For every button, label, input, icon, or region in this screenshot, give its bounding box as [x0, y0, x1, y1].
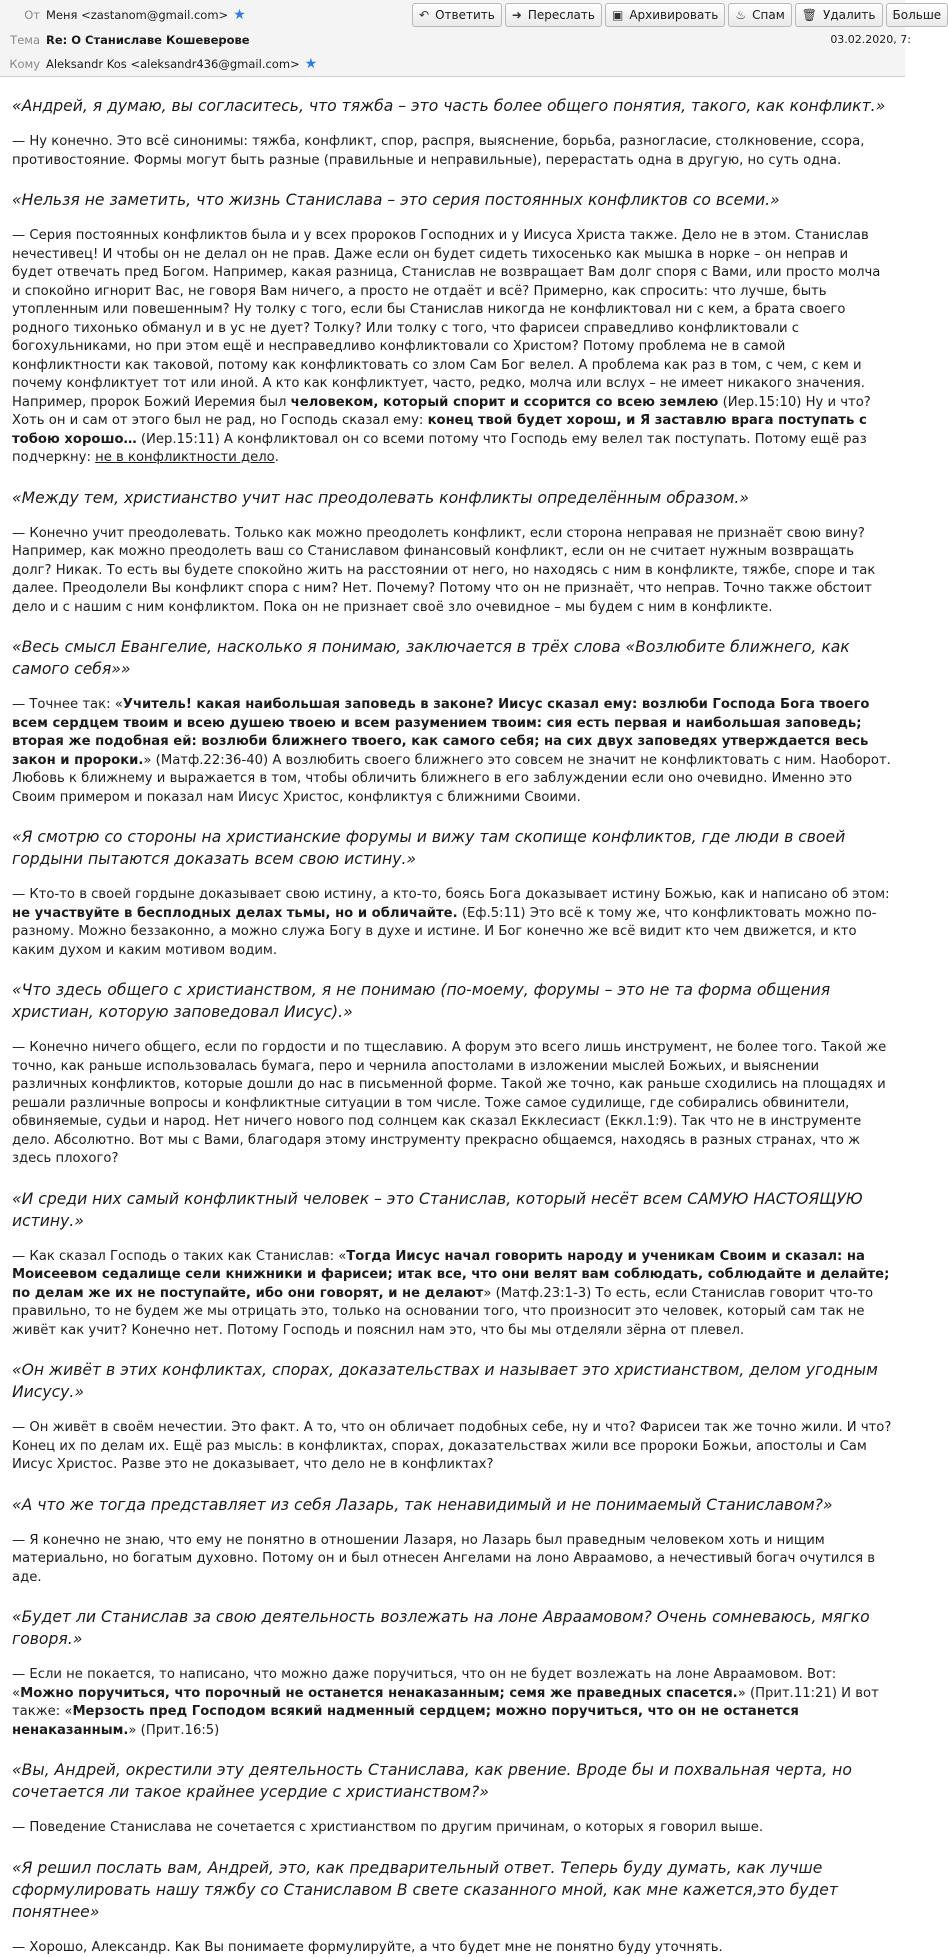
quoted-question: «Будет ли Станислав за свою деятельность возлежать на лоне Авраамовом? Очень сомневаюсь, мягко говоря.» [12, 1606, 893, 1650]
bold-quote-text: Тогда Иисус начал говорить народу и ученикам Своим и сказал: на Моисеевом седалище сели книжники и фарисеи; итак все, что они велят вам соблюдать, соблюдайте и делайте; по делам же их не поступайте, ибо они говорят, и не делают [12, 1249, 889, 1301]
answer-paragraph [12, 133, 893, 170]
bold-quote-text: Мерзость пред Господом всякий надменный сердцем; можно поручиться, что он не останется ненаказанным. [12, 1704, 799, 1738]
forward-icon: ➜ [512, 8, 522, 22]
answer-text: — Точнее так: « [12, 697, 123, 712]
answer-paragraph [12, 227, 893, 468]
spam-label: Спам [752, 8, 785, 22]
quoted-question: «А что же тогда представляет из себя Лазарь, так ненавидимый и не понимаемый Станиславом?» [12, 1494, 893, 1516]
underlined-text: не в конфликтности дело [95, 450, 275, 465]
reply-button[interactable] [412, 3, 502, 27]
bold-quote-text: не участвуйте в бесплодных делах тьмы, но и обличайте. [12, 906, 458, 921]
answer-text: » (Прит.16:5) [128, 1723, 219, 1738]
message-body [0, 77, 905, 1957]
subject-row [0, 28, 905, 52]
more-label: Больше [893, 8, 942, 22]
answer-text: — Кто-то в своей гордыне доказывает свою истину, а кто-то, боясь Бога доказывает истину Божью, как и написано об этом: [12, 887, 890, 902]
quoted-question: «Он живёт в этих конфликтах, спорах, доказательствах и называет это христианством, делом угодным Иисусу.» [12, 1359, 893, 1403]
answer-text: . [275, 450, 279, 465]
bold-quote-text: Можно поручиться, что порочный не останется ненаказанным; семя же праведных спасется. [20, 1686, 738, 1701]
answer-text: (Иер.15:11) А конфликтовал он со всеми потому что Господь ему велел так поступать. Потому ещё раз подчеркну: [12, 432, 867, 466]
answer-text: — Конечно учит преодолевать. Только как можно преодолеть конфликт, если сторона неправая не признаёт свою вину? Например, как можно преодолеть ваш со Станиславом финансовый конфликт, если он не считает нужным возвращать долг? Никак. То есть вы будете спокойно жить на расстоянии от него, но находясь с ним в конфликте, тяжбе, споре и так далее. Преодолели Вы конфликт спора с ним? Нет. Почему? Потому что он не признаёт, что неправ. Точно также обстоит дело и с нашим с ним конфликтом. Пока он не признает своё зло очевидное – мы будем с ним в конфликте. [12, 526, 875, 615]
spam-button[interactable] [728, 3, 791, 27]
answer-paragraph [12, 1419, 893, 1475]
from-address[interactable]: Меня <zastanom@gmail.com> [46, 8, 228, 22]
message-toolbar [412, 3, 948, 27]
quoted-question: «Между тем, христианство учит нас преодолевать конфликты определённым образом.» [12, 487, 893, 509]
answer-paragraph [12, 1666, 893, 1740]
star-icon[interactable]: ★ [233, 8, 246, 22]
answer-text: » (Матф.23:1-3) То есть, если Станислав говорит что-то правильно, то не будем же мы отрицать это, только на основании того, что произносит это человек, который сам так не живёт как учит? Конечно нет. Потому Господь и пояснил нам это, что бы мы отделяли зёрна от плевел. [12, 1286, 873, 1338]
answer-paragraph [12, 525, 893, 618]
subject-label: Тема [0, 33, 46, 47]
answer-text: (Иер.15:10) Ну и что? Хоть он и сам от этого был не рад, но Господь сказал ему: [12, 395, 871, 429]
answer-paragraph [12, 1532, 893, 1588]
answer-text: — Как сказал Господь о таких как Станислав: « [12, 1249, 346, 1264]
answer-text: — Конечно ничего общего, если по гордости и по тщеславию. А форум это всего лишь инструмент, не более того. Такой же точно, как раньше использовалась бумага, перо и чернила апостолами в изложении мыслей Божьих, и выяснении различных конфликтов, которые дошли до нас в письменной форме. Такой же точно, как раньше сходились на площадях и решали различные вопросы и конфликтные ситуации в том числе. Тоже самое судилище, где собирались обвинители, обвиняемые, судьи и народ. Нет ничего нового под солнцем как сказал Екклесиаст (Еккл.1:9). Так что не в инструменте дело. Абсолютно. Вот мы с Вами, благодаря этому инструменту прекрасно общаемся, находясь в разных странах, что ж здесь плохого? [12, 1040, 886, 1166]
to-address[interactable]: Aleksandr Kos <aleksandr436@gmail.com> [46, 57, 300, 71]
answer-paragraph [12, 886, 893, 960]
answer-paragraph [12, 1819, 893, 1838]
spam-icon: ♨ [735, 8, 746, 22]
quoted-question: «Я смотрю со стороны на христианские форумы и вижу там скопище конфликтов, где люди в своей гордыни пытаются доказать всем свою истину.» [12, 826, 893, 870]
delete-button[interactable] [795, 3, 883, 27]
answer-paragraph [12, 1248, 893, 1341]
answer-text: — Хорошо, Александр. Как Вы понимаете формулируйте, а что будет мне не понятно буду уточнять. [12, 1940, 723, 1955]
quoted-question: «Вы, Андрей, окрестили эту деятельность Станислава, как рвение. Вроде бы и похвальная черта, но сочетается ли такое крайнее усердие с христианством?» [12, 1759, 893, 1803]
bold-quote-text: конец твой будет хорош, и Я заставлю врага поступать с тобою хорошо… [12, 413, 867, 447]
trash-icon: 🗑 [802, 8, 817, 22]
quoted-question: «Нельзя не заметить, что жизнь Станислава – это серия постоянных конфликтов со всеми.» [12, 189, 893, 211]
message-header [0, 0, 905, 77]
answer-text: » (Прит.11:21) И вот также: « [12, 1686, 879, 1720]
answer-paragraph [12, 1939, 893, 1957]
more-button[interactable] [886, 3, 948, 27]
archive-button[interactable] [605, 3, 725, 27]
quoted-question: «И среди них самый конфликтный человек – это Станислав, который несёт всем САМУЮ НАСТОЯЩУЮ истину.» [12, 1188, 893, 1232]
bold-quote-text: человеком, который спорит и ссорится со всею землею [291, 395, 719, 410]
answer-text: » (Матф.22:36-40) А возлюбить своего ближнего это совсем не значит не конфликтовать с ним. Наоборот. Любовь к ближнему и выражается в том, чтобы обличить ближнего в его заблуждении если оно очевидно. Именно это Своим примером и показал нам Иисус Христос, конфликтуя с ближними Своими. [12, 753, 891, 805]
from-label: От [0, 8, 46, 22]
to-row [0, 52, 905, 76]
forward-label: Переслать [528, 8, 595, 22]
answer-text: — Если не покается, то написано, что можно даже поручиться, что он не будет возлежать на лоне Авраамовом. Вот: « [12, 1667, 836, 1701]
answer-paragraph [12, 1039, 893, 1169]
forward-button[interactable] [505, 3, 602, 27]
answer-paragraph [12, 696, 893, 807]
quoted-question: «Весь смысл Евангелие, насколько я понимаю, заключается в трёх слова «Возлюбите ближнего, как самого себя»» [12, 636, 893, 680]
quoted-question: «Я решил послать вам, Андрей, это, как предварительный ответ. Теперь буду думать, как лучше сформулировать нашу тяжбу со Станиславом В свете сказанного мной, как мне кажется,это будет понятнее» [12, 1857, 893, 1923]
answer-text: — Ну конечно. Это всё синонимы: тяжба, конфликт, спор, распря, выяснение, борьба, разногласие, столкновение, ссора, противостояние. Формы могут быть разные (правильные и неправильные), перерастать одна в другую, но суть одна. [12, 134, 864, 168]
quoted-question: «Что здесь общего с христианством, я не понимаю (по-моему, форумы – это не та форма общения христиан, которую заповедовал Иисус).» [12, 979, 893, 1023]
answer-text: (Еф.5:11) Это всё к тому же, что конфликтовать можно по-разному. Можно беззаконно, а можно служа Богу в духе и истине. И Бог конечно же всё видит кто чем движется, и кто каким духом и каким мотивом водим. [12, 906, 877, 958]
answer-text: — Я конечно не знаю, что ему не понятно в отношении Лазаря, но Лазарь был праведным человеком хоть и нищим материально, но богатым духовно. Потому он и был отнесен Ангелами на лоно Авраамово, а нечестивый богач очутился в аде. [12, 1533, 875, 1585]
delete-label: Удалить [823, 8, 876, 22]
subject-value: Re: О Станиславе Кошеверове [46, 33, 250, 47]
answer-text: — Он живёт в своём нечестии. Это факт. А то, что он обличает подобных себе, ну и что? Фарисеи так же точно жили. И что? Конец их по делам их. Ещё раз мысль: в конфликтах, спорах, доказательствах жили все пророки Божьи, апостолы и Сам Иисус Христос. Разве это не доказывает, что дело не в конфликтах? [12, 1420, 891, 1472]
archive-label: Архивировать [629, 8, 718, 22]
reply-label: Ответить [435, 8, 495, 22]
answer-text: — Поведение Станислава не сочетается с христианством по другим причинам, о которых я говорил выше. [12, 1820, 763, 1835]
quoted-question: «Андрей, я думаю, вы согласитесь, что тяжба – это часть более общего понятия, такого, как конфликт.» [12, 95, 893, 117]
reply-icon: ↶ [419, 8, 429, 22]
to-label: Кому [0, 57, 46, 71]
star-icon[interactable]: ★ [305, 57, 318, 71]
answer-text: — Серия постоянных конфликтов была и у всех пророков Господних и у Иисуса Христа также. Дело не в этом. Станислав нечестивец! И чтобы он не делал он не прав. Даже если он будет сидеть тихосенько как мышка в норке – он неправ и будет отвечать пред Богом. Например, какая разница, Станислав не возвращает Вам долг споря с Вами, или просто молча и спокойно игнорит Вас, не говоря Вам ничего, а просто не отдаёт и всё? Примерно, как спросить: что лучше, быть утопленным или повешенным? Ну толку с того, если бы Станислав никогда не конфликтовал ни с кем, а брата своего родного тихонько обманул и в ус не дует? Толку? Или толку с того, что фарисеи справедливо конфликтовали с богохульниками, но при этом ещё и несправедливо конфликтовали со Христом? Потому проблема не в самой конфликтности как таковой, потому как конфликтовать со злом Сам Бог велел. А проблема как раз в том, с чем, с кем и почему конфликтует тот или иной. А кто как конфликтует, часто, редко, молча или вслух – не имеет никакого значения. Например, пророк Божий Иеремия был [12, 228, 880, 410]
bold-quote-text: Учитель! какая наибольшая заповедь в законе? Иисус сказал ему: возлюби Господа Бога твоего всем сердцем твоим и всею душею твоею и всем разумением твоим: сия есть первая и наибольшая заповедь; вторая же подобная ей: возлюби ближнего твоего, как самого себя; на сих двух заповедях утверждается весь закон и пророки. [12, 697, 869, 768]
archive-icon: ▣ [612, 8, 623, 22]
message-date: 03.02.2020, 7: [830, 33, 911, 46]
